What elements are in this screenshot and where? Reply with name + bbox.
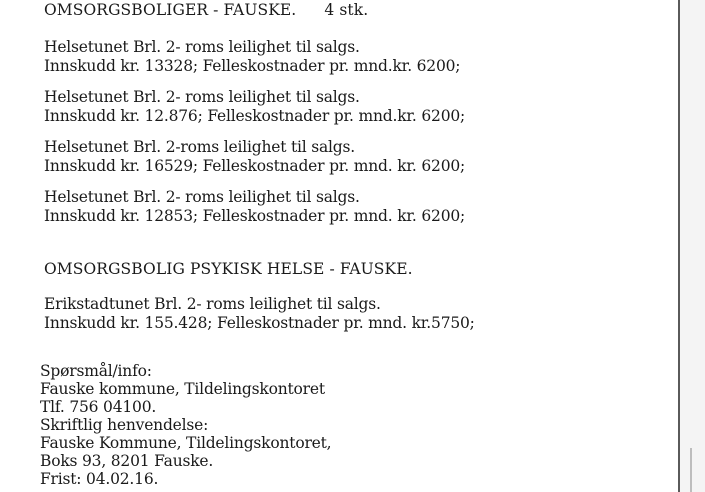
contact-questions-label: Spørsmål/info: <box>40 362 152 380</box>
contact-office: Fauske kommune, Tildelingskontoret <box>40 380 325 398</box>
viewer-gutter <box>680 0 705 492</box>
contact-phone: Tlf. 756 04100. <box>40 398 157 416</box>
contact-address-office: Fauske Kommune, Tildelingskontoret, <box>40 434 332 452</box>
section-heading-omsorgsboliger <box>44 1 368 20</box>
listing-details: Innskudd kr. 12853; Felleskostnader pr. mnd. kr. 6200; <box>44 207 466 225</box>
contact-written-label: Skriftlig henvendelse: <box>40 416 209 434</box>
listing-title: Erikstadtunet Brl. 2- roms leilighet til salgs. <box>44 295 381 313</box>
gutter-scan-mark <box>690 448 692 492</box>
listing-title: Helsetunet Brl. 2- roms leilighet til salgs. <box>44 88 360 106</box>
listing-details: Innskudd kr. 12.876; Felleskostnader pr. mnd.kr. 6200; <box>44 107 466 125</box>
heading-title: OMSORGSBOLIGER - FAUSKE. <box>44 1 297 19</box>
listing-details: Innskudd kr. 13328; Felleskostnader pr. mnd.kr. 6200; <box>44 57 461 75</box>
listing-title: Helsetunet Brl. 2- roms leilighet til salgs. <box>44 38 360 56</box>
listing-title: Helsetunet Brl. 2-roms leilighet til salgs. <box>44 138 355 156</box>
heading-count: 4 stk. <box>324 1 369 19</box>
listing-details: Innskudd kr. 16529; Felleskostnader pr. mnd. kr. 6200; <box>44 157 466 175</box>
section-heading-psykisk-helse: OMSORGSBOLIG PSYKISK HELSE - FAUSKE. <box>44 260 413 278</box>
contact-deadline: Frist: 04.02.16. <box>40 470 159 488</box>
contact-address-box: Boks 93, 8201 Fauske. <box>40 452 214 470</box>
listing-details: Innskudd kr. 155.428; Felleskostnader pr. mnd. kr.5750; <box>44 314 475 332</box>
listing-title: Helsetunet Brl. 2- roms leilighet til salgs. <box>44 188 360 206</box>
